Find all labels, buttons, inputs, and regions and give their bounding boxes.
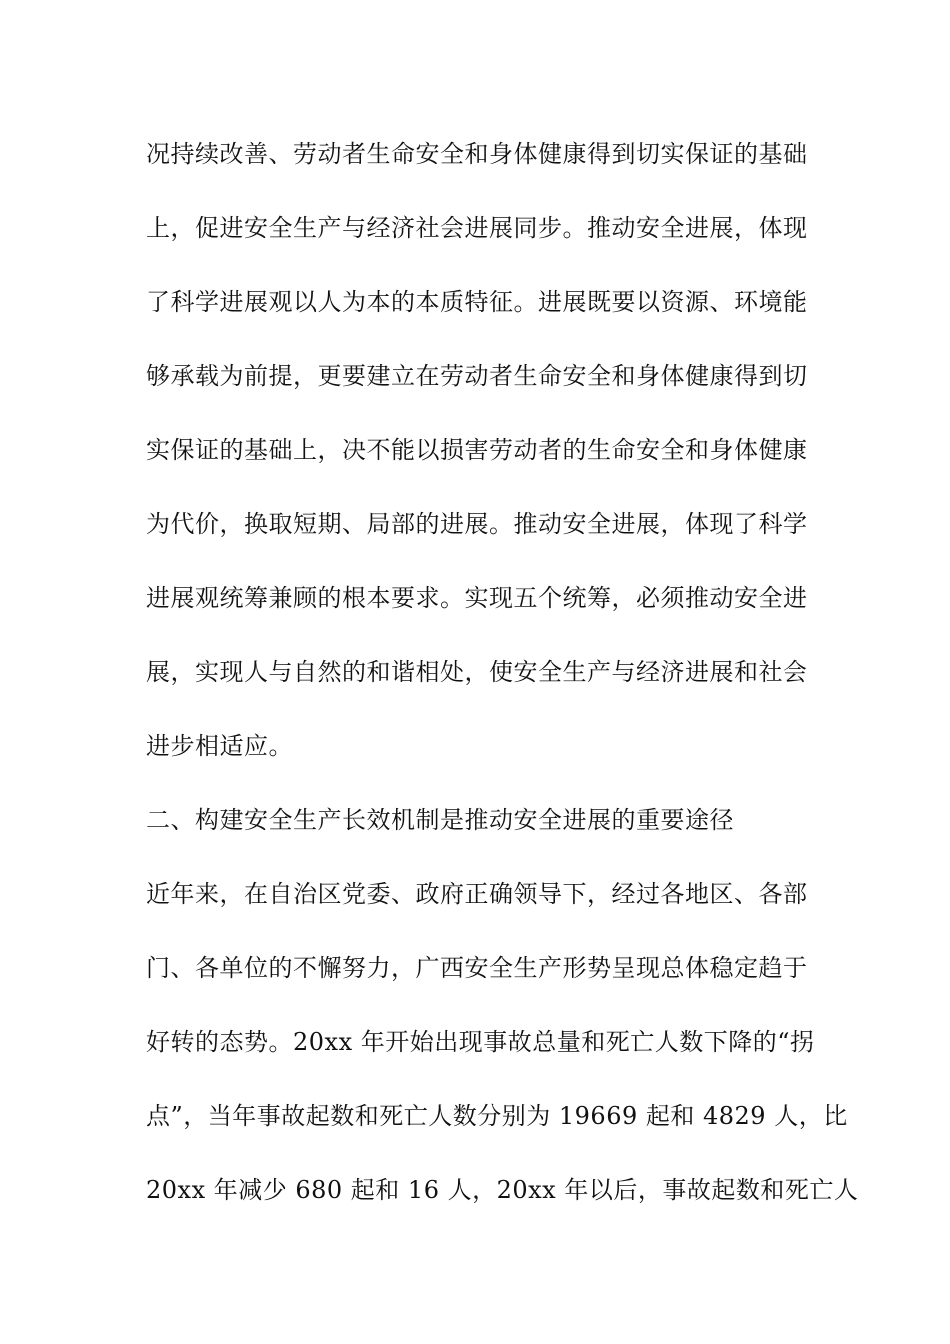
- text-line: 好转的态势。20xx 年开始出现事故总量和死亡人数下降的“拐: [146, 1028, 815, 1056]
- text-line: 实保证的基础上，决不能以损害劳动者的生命安全和身体健康: [146, 436, 808, 464]
- text-line: 20xx 年减少 680 起和 16 人，20xx 年以后，事故起数和死亡人: [146, 1176, 859, 1204]
- text-line: 门、各单位的不懈努力，广西安全生产形势呈现总体稳定趋于: [146, 954, 808, 982]
- text-line: 上，促进安全生产与经济社会进展同步。推动安全进展，体现: [146, 214, 808, 242]
- paragraph-end-line: 进步相适应。: [146, 732, 293, 760]
- text-line: 了科学进展观以人为本的本质特征。进展既要以资源、环境能: [146, 288, 808, 316]
- body-text: [146, 128, 859, 1238]
- text-line: 进展观统筹兼顾的根本要求。实现五个统筹，必须推动安全进: [146, 584, 808, 612]
- text-line: 为代价，换取短期、局部的进展。推动安全进展，体现了科学: [146, 510, 808, 538]
- text-line: 展，实现人与自然的和谐相处，使安全生产与经济进展和社会: [146, 658, 808, 686]
- text-line: 近年来，在自治区党委、政府正确领导下，经过各地区、各部: [146, 880, 808, 908]
- text-line: 够承载为前提，更要建立在劳动者生命安全和身体健康得到切: [146, 362, 808, 390]
- text-line: 况持续改善、劳动者生命安全和身体健康得到切实保证的基础: [146, 140, 808, 168]
- text-line: 点”，当年事故起数和死亡人数分别为 19669 起和 4829 人，比: [146, 1102, 848, 1130]
- section-heading: 二、构建安全生产长效机制是推动安全进展的重要途径: [146, 806, 734, 834]
